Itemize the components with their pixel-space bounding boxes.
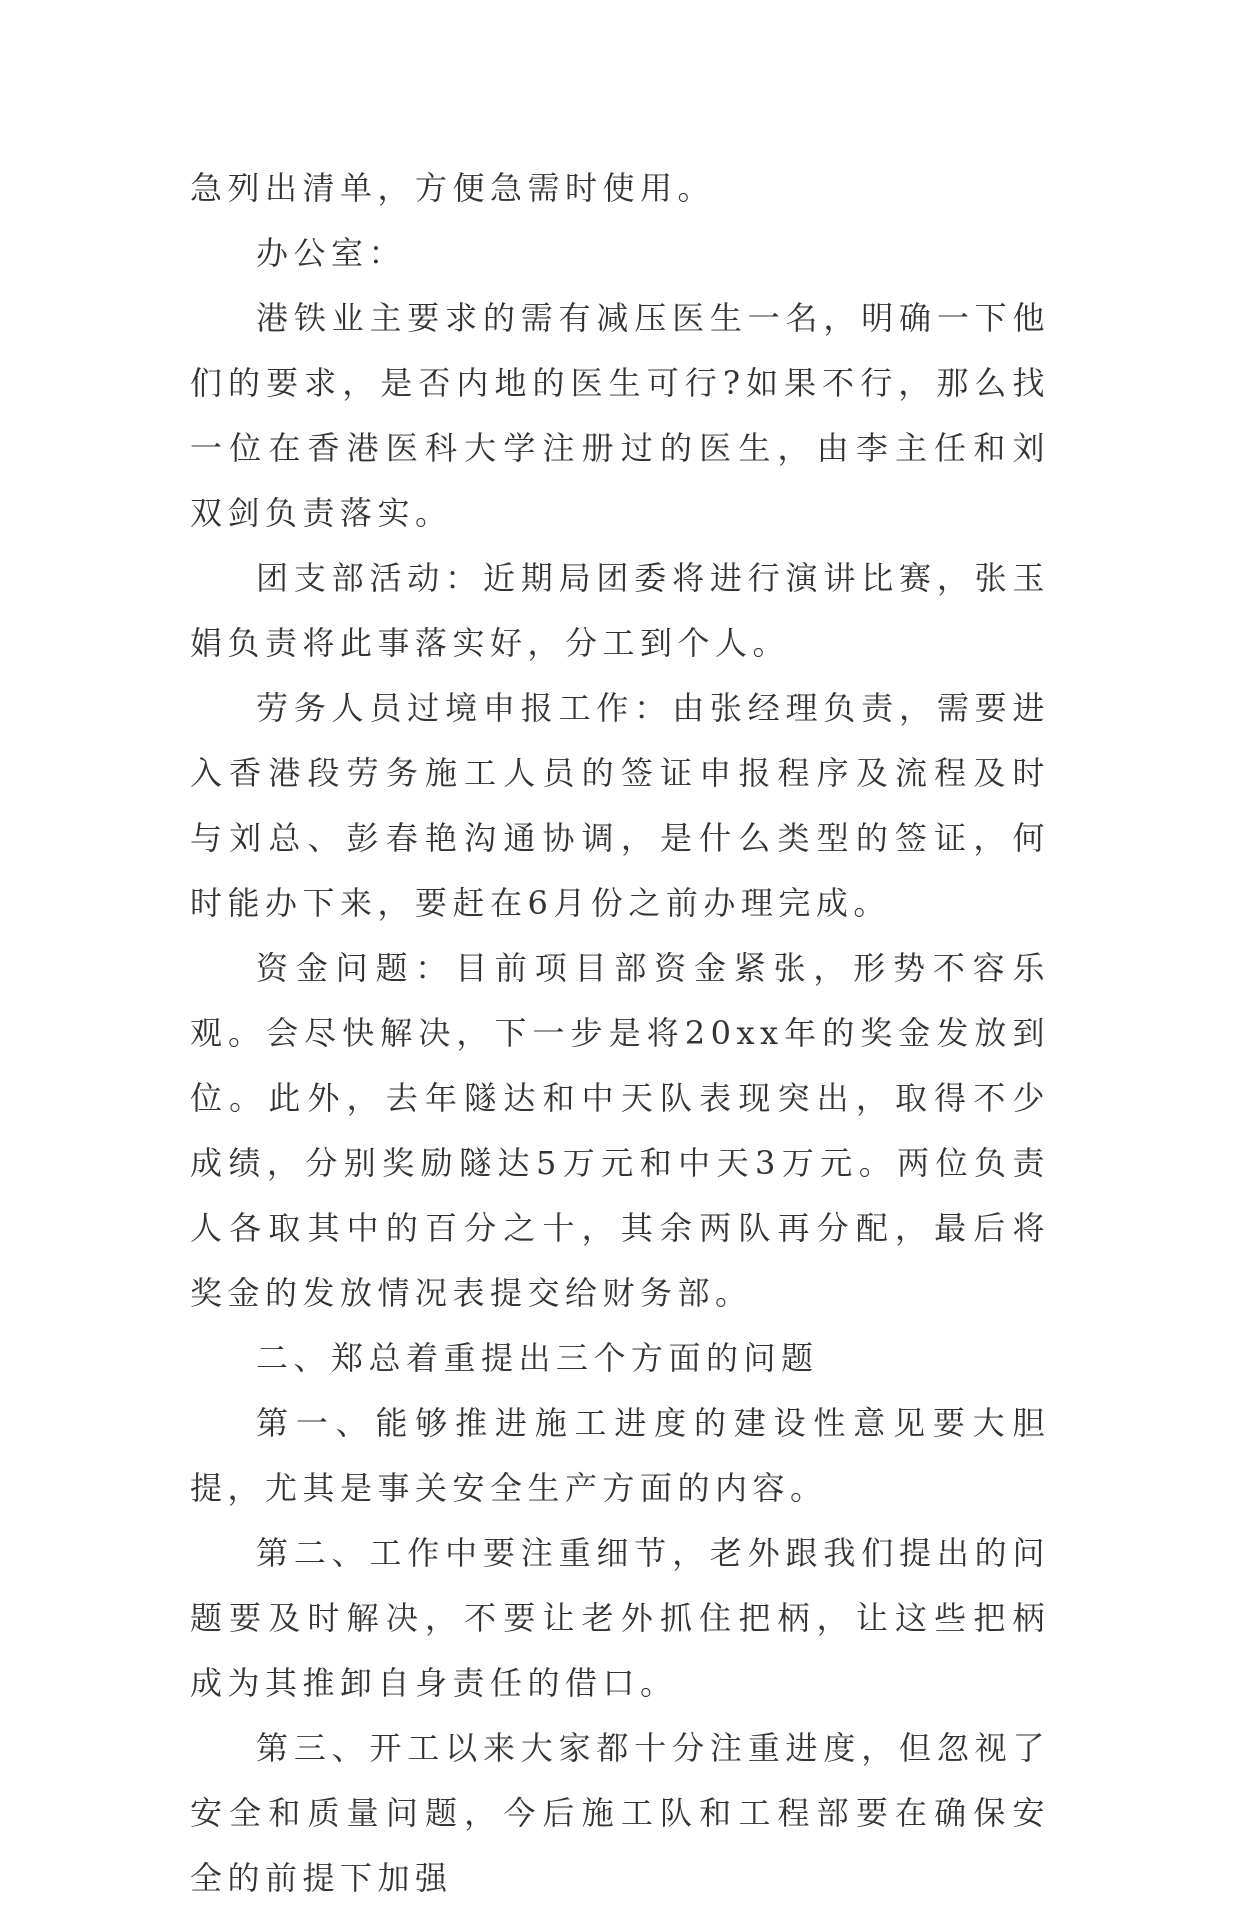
paragraph-point-three: 第三、开工以来大家都十分注重进度，但忽视了安全和质量问题，今后施工队和工程部要在确保安全的前提下加强 <box>190 1729 1050 1897</box>
paragraph-youth-league: 团支部活动：近期局团委将进行演讲比赛，张玉娟负责将此事落实好，分工到个人。 <box>190 559 1050 662</box>
paragraph-doctor-requirement: 港铁业主要求的需有减压医生一名，明确一下他们的要求，是否内地的医生可行?如果不行，那么找一位在香港医科大学注册过的医生，由李主任和刘双剑负责落实。 <box>190 299 1050 532</box>
paragraph-point-two: 第二、工作中要注重细节，老外跟我们提出的问题要及时解决，不要让老外抓住把柄，让这些把柄成为其推卸自身责任的借口。 <box>190 1534 1050 1702</box>
section-heading-two: 二、郑总着重提出三个方面的问题 <box>256 1339 819 1377</box>
document-body <box>190 156 1050 1911</box>
paragraph-point-one: 第一、能够推进施工进度的建设性意见要大胆提，尤其是事关安全生产方面的内容。 <box>190 1404 1050 1507</box>
paragraph-funding: 资金问题：目前项目部资金紧张，形势不容乐观。会尽快解决，下一步是将20xx年的奖金发放到位。此外，去年隧达和中天队表现突出，取得不少成绩，分别奖励隧达5万元和中天3万元。两位负责人各取其中的百分之十，其余两队再分配，最后将奖金的发放情况表提交给财务部。 <box>190 949 1050 1312</box>
paragraph-labor-visa: 劳务人员过境申报工作：由张经理负责，需要进入香港段劳务施工人员的签证申报程序及流程及时与刘总、彭春艳沟通协调，是什么类型的签证，何时能办下来，要赶在6月份之前办理完成。 <box>190 689 1050 922</box>
paragraph-continuation: 急列出清单，方便急需时使用。 <box>190 169 716 207</box>
paragraph-office-heading: 办公室： <box>256 234 407 272</box>
